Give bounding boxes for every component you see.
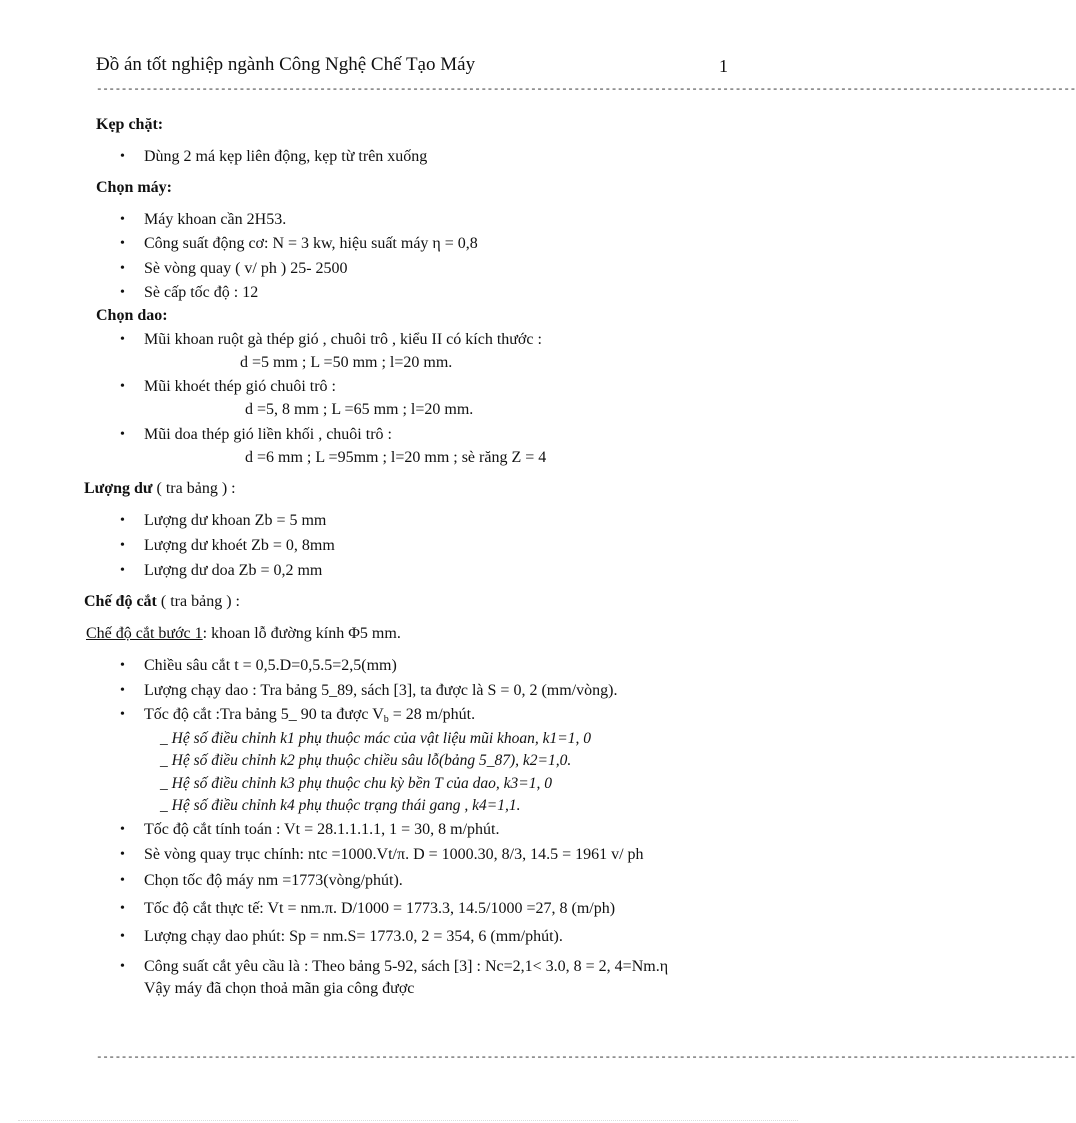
footer-divider: -------------------------------------------------------------------------------------------------------------------------------------------------------------- (96, 1052, 1076, 1064)
dimension-line: d =6 mm ; L =95mm ; l=20 mm ; sè răng Z = 4 (245, 449, 547, 466)
list-item: • Dùng 2 má kẹp liên động, kẹp từ trên xuống (144, 148, 427, 166)
list-item: • Công suất động cơ: N = 3 kw, hiệu suất máy η = 0,8 (144, 235, 478, 253)
coefficient-line: _ Hệ số điều chỉnh k1 phụ thuộc mác của vật liệu mũi khoan, k1=1, 0 (160, 730, 592, 747)
list-item (144, 706, 475, 725)
list-item: • Chiều sâu cắt t = 0,5.D=0,5.5=2,5(mm) (144, 657, 397, 675)
coefficient-line: _ Hệ số điều chỉnh k4 phụ thuộc trạng thái gang , k4=1,1. (160, 797, 521, 814)
heading-che-do-cat (84, 593, 240, 611)
list-item: • Sè vòng quay ( v/ ph ) 25- 2500 (144, 260, 348, 278)
list-item: • Mũi khoét thép gió chuôi trô : (144, 378, 336, 396)
list-item: • Mũi doa thép gió liền khối , chuôi trô : (144, 426, 392, 444)
heading-note: ( tra bảng ) : (152, 480, 236, 497)
heading-luong-du-title: Lượng dư (84, 480, 153, 497)
page-header-title: Đồ án tốt nghiệp ngành Công Nghệ Chế Tạo Máy (96, 54, 476, 75)
heading-note: ( tra bảng ) : (156, 593, 240, 610)
list-item: • Lượng dư doa Zb = 0,2 mm (144, 562, 322, 580)
page-number: 1 (719, 56, 728, 76)
conclusion-text: Vậy máy đã chọn thoả mãn gia công được (144, 980, 415, 997)
speed-subscript: b (383, 714, 389, 725)
list-item: • Sè cấp tốc độ : 12 (144, 284, 258, 302)
coefficient-line: _ Hệ số điều chỉnh k2 phụ thuộc chiều sâu lỗ(bảng 5_87), k2=1,0. (160, 752, 572, 769)
list-item: • Mũi khoan ruột gà thép gió , chuôi trô , kiểu II có kích thước : (144, 331, 542, 349)
heading-chon-dao: Chọn dao: (96, 307, 168, 324)
coefficient-line: _ Hệ số điều chỉnh k3 phụ thuộc chu kỳ bền T của dao, k3=1, 0 (160, 775, 552, 792)
list-item: • Sè vòng quay trục chính: ntc =1000.Vt/π. D = 1000.30, 8/3, 14.5 = 1961 v/ ph (144, 846, 644, 864)
list-item: • Lượng dư khoan Zb = 5 mm (144, 512, 326, 530)
dimension-line: d =5 mm ; L =50 mm ; l=20 mm. (240, 354, 453, 371)
step-description: : khoan lỗ đường kính Φ5 mm. (202, 625, 401, 642)
heading-chon-may: Chọn máy: (96, 179, 173, 196)
step-heading (86, 625, 401, 643)
list-item: • Lượng dư khoét Zb = 0, 8mm (144, 537, 335, 555)
list-item: • Lượng chạy dao phút: Sp = nm.S= 1773.0, 2 = 354, 6 (mm/phút). (144, 928, 563, 946)
list-item: • Công suất cắt yêu cầu là : Theo bảng 5-92, sách [3] : Nc=2,1< 3.0, 8 = 2, 4=Nm.η (144, 958, 668, 976)
step-title: Chế độ cắt bước 1 (86, 625, 203, 642)
header-divider: -------------------------------------------------------------------------------------------------------------------------------------------------------------- (96, 84, 1076, 96)
speed-value: = 28 m/phút. (388, 706, 476, 723)
speed-text: Tốc độ cắt :Tra bảng 5_ 90 ta được V (144, 706, 384, 723)
list-item: • Tốc độ cắt thực tế: Vt = nm.π. D/1000 = 1773.3, 14.5/1000 =27, 8 (m/ph) (144, 900, 615, 918)
heading-che-do-cat-title: Chế độ cắt (84, 593, 157, 610)
dimension-line: d =5, 8 mm ; L =65 mm ; l=20 mm. (245, 401, 474, 418)
heading-kep-chat: Kẹp chặt: (96, 116, 164, 133)
heading-luong-du (84, 480, 236, 498)
list-item: • Lượng chạy dao : Tra bảng 5_89, sách [3], ta được là S = 0, 2 (mm/vòng). (144, 682, 617, 700)
list-item: • Chọn tốc độ máy nm =1773(vòng/phút). (144, 872, 403, 890)
page-edge-line (18, 1120, 798, 1121)
list-item: • Tốc độ cắt tính toán : Vt = 28.1.1.1.1, 1 = 30, 8 m/phút. (144, 821, 500, 839)
list-item: • Máy khoan cần 2H53. (144, 211, 286, 229)
